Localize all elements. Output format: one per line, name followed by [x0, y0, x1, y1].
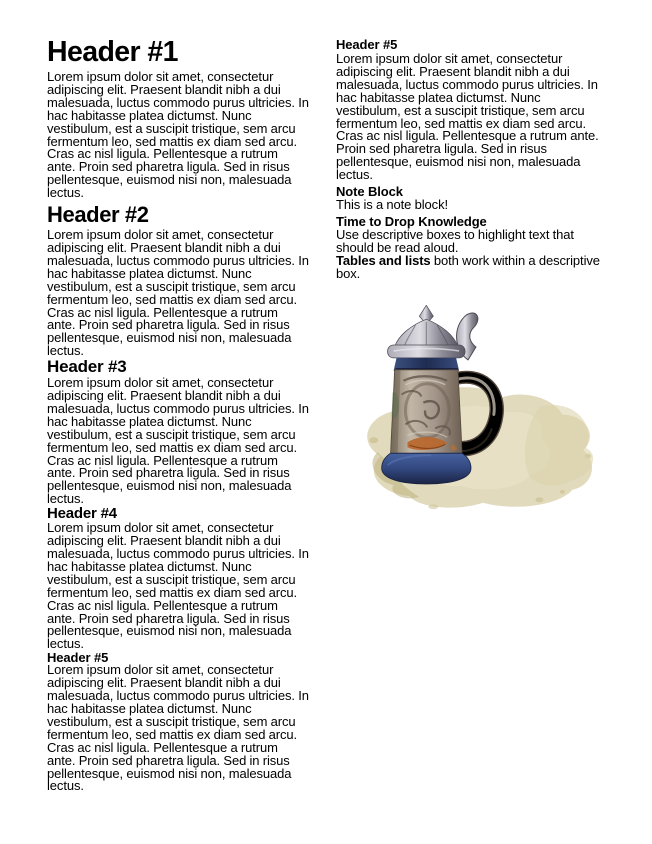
- knowledge-text: Use descriptive boxes to highlight text that should be read aloud.: [336, 226, 574, 255]
- stein-lid: [388, 305, 465, 358]
- note-block-text: This is a note block!: [336, 197, 448, 213]
- note-block-title: Note Block: [336, 184, 403, 200]
- tables-lists-note: [336, 252, 604, 281]
- stein-body: [391, 369, 462, 453]
- tables-lists-rest: both work within a descriptive box.: [336, 252, 600, 281]
- beer-stein-illustration: [336, 305, 604, 517]
- tables-lists-bold: Tables and lists: [336, 252, 431, 268]
- left-column: [47, 38, 309, 844]
- paragraph-1: Lorem ipsum dolor sit amet, consectetur adipiscing elit. Praesent blandit nibh a dui malesuada, luctus commodo purus ultricies. In hac habitasse platea dictumst. Nunc vestibulum, est a suscipit tristique, sem arcu fermentum leo, sed mattis ex diam sed arcu. Cras ac nisl ligula. Pellentesque a rutrum ante. Proin sed pharetra ligula. Sed in risus pellentesque, euismod nisi non, malesuada lectus.: [47, 69, 309, 201]
- stein-base: [382, 453, 471, 484]
- paragraph-4: Lorem ipsum dolor sit amet, consectetur adipiscing elit. Praesent blandit nibh a dui malesuada, luctus commodo purus ultricies. In hac habitasse platea dictumst. Nunc vestibulum, est a suscipit tristique, sem arcu fermentum leo, sed mattis ex diam sed arcu. Cras ac nisl ligula. Pellentesque a rutrum ante. Proin sed pharetra ligula. Sed in risus pellentesque, euismod nisi non, malesuada lectus.: [47, 520, 309, 652]
- right-column: [336, 38, 604, 844]
- paragraph-2: Lorem ipsum dolor sit amet, consectetur adipiscing elit. Praesent blandit nibh a dui malesuada, luctus commodo purus ultricies. In hac habitasse platea dictumst. Nunc vestibulum, est a suscipit tristique, sem arcu fermentum leo, sed mattis ex diam sed arcu. Cras ac nisl ligula. Pellentesque a rutrum ante. Proin sed pharetra ligula. Sed in risus pellentesque, euismod nisi non, malesuada lectus.: [47, 227, 309, 359]
- heading-1: Header #1: [47, 36, 178, 68]
- heading-5-right: Header #5: [336, 37, 398, 52]
- stein-collar: [394, 357, 460, 370]
- knowledge-title: Time to Drop Knowledge: [336, 213, 487, 229]
- paragraph-3: Lorem ipsum dolor sit amet, consectetur adipiscing elit. Praesent blandit nibh a dui malesuada, luctus commodo purus ultricies. In hac habitasse platea dictumst. Nunc vestibulum, est a suscipit tristique, sem arcu fermentum leo, sed mattis ex diam sed arcu. Cras ac nisl ligula. Pellentesque a rutrum ante. Proin sed pharetra ligula. Sed in risus pellentesque, euismod nisi non, malesuada lectus.: [47, 375, 309, 507]
- heading-3: Header #3: [47, 357, 127, 377]
- heading-5-left: Header #5: [47, 650, 109, 666]
- heading-2: Header #2: [47, 202, 149, 228]
- beer-stein-svg: [336, 305, 604, 516]
- paragraph-5: Lorem ipsum dolor sit amet, consectetur adipiscing elit. Praesent blandit nibh a dui malesuada, luctus commodo purus ultricies. In hac habitasse platea dictumst. Nunc vestibulum, est a suscipit tristique, sem arcu fermentum leo, sed mattis ex diam sed arcu. Cras ac nisl ligula. Pellentesque a rutrum ante. Proin sed pharetra ligula. Sed in risus pellentesque, euismod nisi non, malesuada lectus.: [47, 662, 309, 794]
- heading-4: Header #4: [47, 505, 117, 523]
- paragraph-right: Lorem ipsum dolor sit amet, consectetur adipiscing elit. Praesent blandit nibh a dui malesuada, luctus commodo purus ultricies. In hac habitasse platea dictumst. Nunc vestibulum, est a suscipit tristique, sem arcu fermentum leo, sed mattis ex diam sed arcu. Cras ac nisl ligula. Pellentesque a rutrum ante. Proin sed pharetra ligula. Sed in risus pellentesque, euismod nisi non, malesuada lectus.: [336, 51, 599, 183]
